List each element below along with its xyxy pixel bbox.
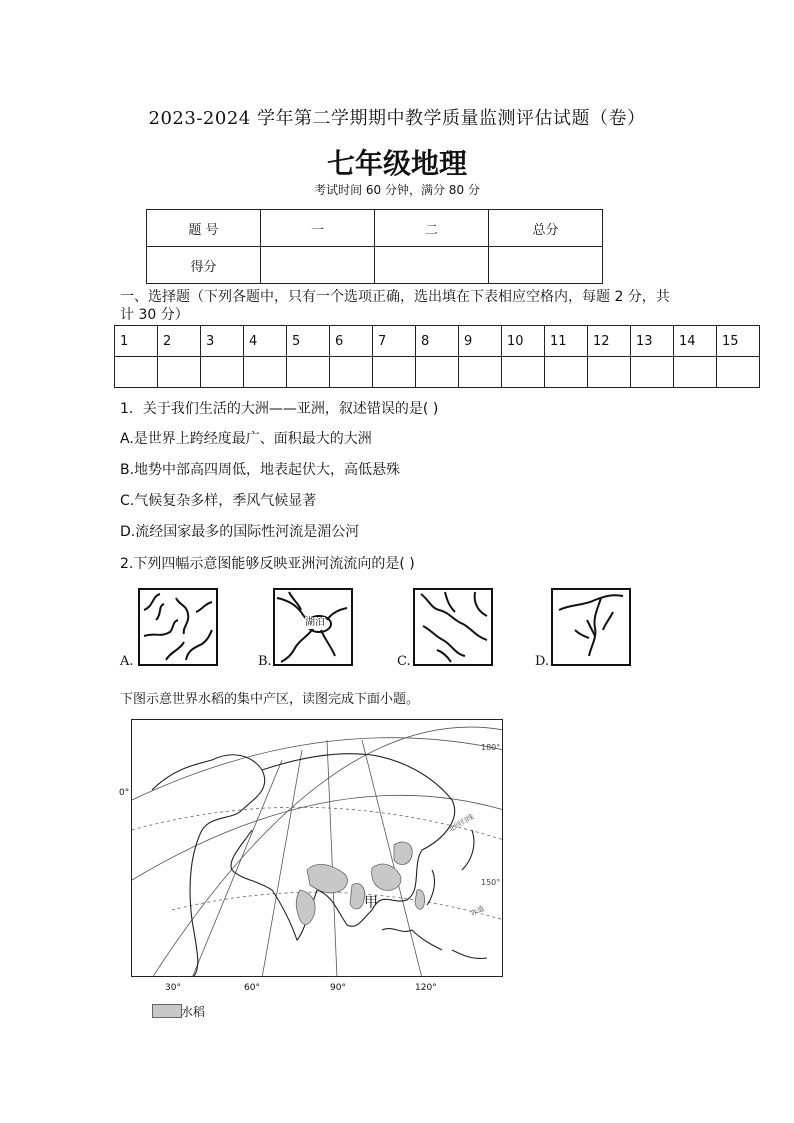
rice-region-china-south <box>372 864 401 890</box>
map-drawing <box>132 720 503 977</box>
option-d-river-diagram <box>551 588 631 666</box>
lon-label-60: 60° <box>244 983 260 993</box>
answer-grid-answer-cell[interactable] <box>373 357 416 388</box>
answer-grid-number-row <box>115 326 760 357</box>
question-1: 1．关于我们生活的大洲——亚洲，叙述错误的是( ) <box>120 401 439 417</box>
river-lines-c <box>415 590 491 664</box>
lon-label-120: 120° <box>415 983 437 993</box>
marker-jia: 甲 <box>364 895 378 911</box>
rice-region-philippines <box>415 890 425 910</box>
answer-grid-answer-cell[interactable] <box>545 357 588 388</box>
answer-grid-answer-cell[interactable] <box>717 357 760 388</box>
answer-grid-number-cell: 13 <box>631 326 674 357</box>
option-b-river-diagram <box>273 588 353 666</box>
answer-grid-answer-cell[interactable] <box>244 357 287 388</box>
answer-grid-number-cell: 10 <box>502 326 545 357</box>
lon-label-30: 30° <box>165 983 181 993</box>
question-2: 2.下列四幅示意图能够反映亚洲河流流向的是( ) <box>120 556 415 572</box>
score-table-score-row <box>147 247 603 284</box>
score-header-cell: 一 <box>261 210 375 247</box>
map-frame-arc <box>152 727 503 977</box>
answer-grid-answer-cell[interactable] <box>115 357 158 388</box>
option-a-label: A. <box>120 654 134 669</box>
rice-region-india-south <box>296 890 315 925</box>
answer-grid-number-cell: 5 <box>287 326 330 357</box>
score-header-cell: 二 <box>375 210 489 247</box>
score-cell[interactable] <box>489 247 603 284</box>
rice-production-map <box>131 719 503 977</box>
edge-label-0: 0° <box>119 788 130 798</box>
answer-grid-answer-cell[interactable] <box>201 357 244 388</box>
river-lines-a <box>140 590 216 664</box>
answer-grid-number-cell: 2 <box>158 326 201 357</box>
score-row-label: 得分 <box>147 247 261 284</box>
answer-grid <box>114 325 760 388</box>
subject-title: 七年级地理 <box>326 147 467 180</box>
option-d-label: D. <box>535 654 550 669</box>
score-table-header-row <box>147 210 603 247</box>
meridian-line <box>262 750 302 977</box>
answer-grid-answer-cell[interactable] <box>502 357 545 388</box>
lake-label: 湖泊 <box>305 617 325 628</box>
answer-grid-answer-cell[interactable] <box>416 357 459 388</box>
tropic-label: 北回归线 <box>447 812 476 834</box>
equator-label: 赤道 <box>469 904 486 918</box>
rice-region-india-north <box>307 864 347 893</box>
lon-label-90: 90° <box>330 983 346 993</box>
rice-region-china-east <box>394 842 412 865</box>
answer-grid-number-cell: 1 <box>115 326 158 357</box>
meridian-line <box>192 760 282 977</box>
question-1-option-a: A.是世界上跨经度最广、面积最大的大洲 <box>120 431 372 447</box>
answer-grid-number-cell: 3 <box>201 326 244 357</box>
answer-grid-answer-cell[interactable] <box>588 357 631 388</box>
river-lines-d <box>553 590 629 664</box>
score-header-cell: 题 号 <box>147 210 261 247</box>
answer-grid-answer-cell[interactable] <box>459 357 502 388</box>
exam-title: 2023-2024 学年第二学期期中教学质量监测评估试题（卷） <box>148 108 646 129</box>
legend-label: 水稻 <box>181 1005 206 1019</box>
option-a-river-diagram <box>138 588 218 666</box>
score-table <box>146 209 603 284</box>
score-header-cell: 总分 <box>489 210 603 247</box>
answer-grid-number-cell: 8 <box>416 326 459 357</box>
parallel-line <box>132 738 503 800</box>
meridian-line <box>362 740 422 977</box>
edge-label-150: 150° <box>481 878 501 887</box>
edge-label-180: 180° <box>481 743 501 752</box>
answer-grid-answer-cell[interactable] <box>674 357 717 388</box>
map-intro: 下图示意世界水稻的集中产区，读图完成下面小题。 <box>120 692 420 707</box>
answer-grid-number-cell: 14 <box>674 326 717 357</box>
score-cell[interactable] <box>261 247 375 284</box>
answer-grid-answer-cell[interactable] <box>287 357 330 388</box>
answer-grid-number-cell: 15 <box>717 326 760 357</box>
option-c-river-diagram <box>413 588 493 666</box>
option-c-label: C. <box>397 654 411 669</box>
rice-region-indochina <box>350 883 365 908</box>
answer-grid-number-cell: 7 <box>373 326 416 357</box>
answer-grid-answer-cell[interactable] <box>158 357 201 388</box>
score-cell[interactable] <box>375 247 489 284</box>
answer-grid-answer-cell[interactable] <box>631 357 674 388</box>
answer-grid-number-cell: 12 <box>588 326 631 357</box>
answer-grid-answer-cell[interactable] <box>330 357 373 388</box>
legend-swatch <box>152 1004 182 1018</box>
question-1-option-b: B.地势中部高四周低，地表起伏大，高低悬殊 <box>120 462 401 478</box>
section-intro: 一、选择题（下列各题中，只有一个选项正确，选出填在下表相应空格内，每题 2 分，共计 30 分） <box>120 289 670 323</box>
exam-info: 考试时间 60 分钟，满分 80 分 <box>314 183 480 197</box>
answer-grid-number-cell: 6 <box>330 326 373 357</box>
answer-grid-number-cell: 9 <box>459 326 502 357</box>
question-1-option-c: C.气候复杂多样，季风气候显著 <box>120 493 317 509</box>
answer-grid-number-cell: 11 <box>545 326 588 357</box>
option-b-label: B. <box>258 654 272 669</box>
question-1-option-d: D.流经国家最多的国际性河流是湄公河 <box>120 524 360 540</box>
answer-grid-answer-row <box>115 357 760 388</box>
tropic-line <box>132 807 503 840</box>
answer-grid-number-cell: 4 <box>244 326 287 357</box>
